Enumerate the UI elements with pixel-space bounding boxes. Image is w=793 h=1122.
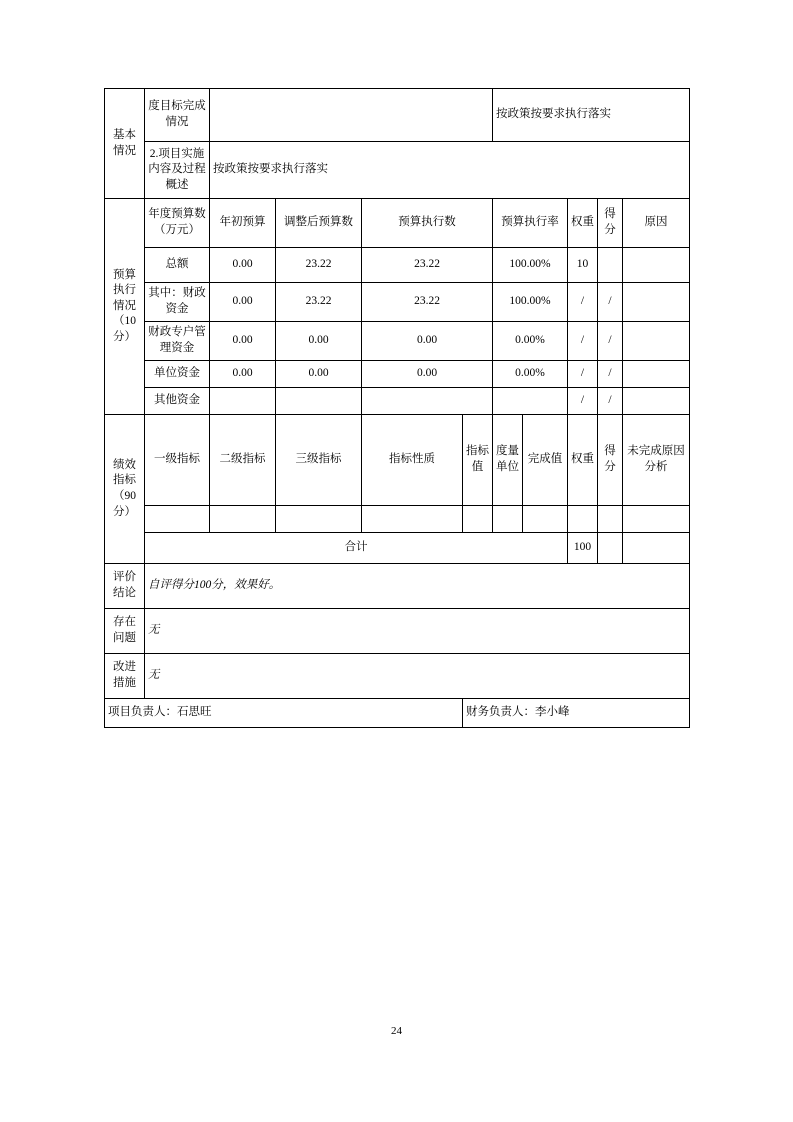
budget-rate-1: 100.00%	[493, 283, 568, 322]
measures-label: 改进措施	[105, 654, 145, 699]
problems-label: 存在问题	[105, 609, 145, 654]
budget-header-executed: 预算执行数	[362, 199, 493, 248]
perf-cell-level1	[145, 506, 210, 533]
table-row-measures	[105, 654, 690, 699]
perf-header-score: 得分	[598, 415, 623, 506]
budget-weight-0: 10	[568, 248, 598, 283]
perf-cell-level3	[276, 506, 362, 533]
budget-executed-1: 23.22	[362, 283, 493, 322]
conclusion-label: 评价结论	[105, 564, 145, 609]
table-row-budget-other-funds	[105, 388, 690, 415]
budget-weight-3: /	[568, 361, 598, 388]
table-row-budget-fiscal	[105, 283, 690, 322]
budget-weight-1: /	[568, 283, 598, 322]
budget-adjusted-4	[276, 388, 362, 415]
perf-total-weight: 100	[568, 533, 598, 564]
table-row-goal-completion	[105, 89, 690, 142]
perf-cell-unit	[493, 506, 523, 533]
budget-reason-3	[623, 361, 690, 388]
perf-cell-level2	[210, 506, 276, 533]
measures-value: 无	[145, 654, 690, 699]
goal-completion-blank	[210, 89, 493, 142]
budget-initial-1: 0.00	[210, 283, 276, 322]
perf-cell-score	[598, 506, 623, 533]
budget-rate-3: 0.00%	[493, 361, 568, 388]
perf-cell-completed	[523, 506, 568, 533]
budget-header-reason: 原因	[623, 199, 690, 248]
budget-initial-0: 0.00	[210, 248, 276, 283]
budget-executed-3: 0.00	[362, 361, 493, 388]
perf-header-level3: 三级指标	[276, 415, 362, 506]
perf-cell-value	[463, 506, 493, 533]
budget-initial-2: 0.00	[210, 322, 276, 361]
budget-weight-4: /	[568, 388, 598, 415]
perf-header-value: 指标值	[463, 415, 493, 506]
budget-row-name-2: 财政专户管理资金	[145, 322, 210, 361]
budget-rate-4	[493, 388, 568, 415]
page-number: 24	[391, 1025, 402, 1037]
budget-header-initial: 年初预算	[210, 199, 276, 248]
performance-section-label: 绩效指标（90分）	[105, 415, 145, 564]
budget-executed-0: 23.22	[362, 248, 493, 283]
budget-executed-2: 0.00	[362, 322, 493, 361]
perf-header-level1: 一级指标	[145, 415, 210, 506]
budget-score-4: /	[598, 388, 623, 415]
perf-header-level2: 二级指标	[210, 415, 276, 506]
perf-cell-analysis	[623, 506, 690, 533]
budget-score-0	[598, 248, 623, 283]
table-row-problems	[105, 609, 690, 654]
perf-cell-weight	[568, 506, 598, 533]
evaluation-form	[104, 88, 689, 728]
perf-total-score	[598, 533, 623, 564]
finance-leader-signature: 财务负责人：李小峰	[463, 699, 690, 728]
budget-header-year: 年度预算数（万元）	[145, 199, 210, 248]
budget-reason-4	[623, 388, 690, 415]
budget-score-3: /	[598, 361, 623, 388]
perf-header-analysis: 未完成原因分析	[623, 415, 690, 506]
budget-row-name-4: 其他资金	[145, 388, 210, 415]
budget-adjusted-0: 23.22	[276, 248, 362, 283]
perf-total-analysis	[623, 533, 690, 564]
budget-header-weight: 权重	[568, 199, 598, 248]
budget-executed-4	[362, 388, 493, 415]
budget-header-score: 得分	[598, 199, 623, 248]
project-leader-signature: 项目负责人：石思旺	[105, 699, 463, 728]
perf-header-nature: 指标性质	[362, 415, 463, 506]
budget-score-1: /	[598, 283, 623, 322]
goal-completion-label: 度目标完成情况	[145, 89, 210, 142]
perf-header-unit: 度量单位	[493, 415, 523, 506]
project-content-value: 按政策按要求执行落实	[210, 142, 690, 199]
budget-section-label: 预算执行情况（10分）	[105, 199, 145, 415]
budget-header-adjusted: 调整后预算数	[276, 199, 362, 248]
conclusion-value: 自评得分100分，效果好。	[145, 564, 690, 609]
basic-situation-label: 基本情况	[105, 89, 145, 199]
goal-completion-value: 按政策按要求执行落实	[493, 89, 690, 142]
budget-initial-4	[210, 388, 276, 415]
budget-row-name-0: 总额	[145, 248, 210, 283]
budget-rate-0: 100.00%	[493, 248, 568, 283]
budget-rate-2: 0.00%	[493, 322, 568, 361]
table-row-performance-total	[105, 533, 690, 564]
budget-reason-1	[623, 283, 690, 322]
project-content-label: 2.项目实施内容及过程概述	[145, 142, 210, 199]
table-row-budget-special-account	[105, 322, 690, 361]
table-row-signatures	[105, 699, 690, 728]
perf-header-weight: 权重	[568, 415, 598, 506]
budget-header-rate: 预算执行率	[493, 199, 568, 248]
evaluation-table	[104, 88, 690, 728]
table-row-performance-header	[105, 415, 690, 506]
table-row-budget-header	[105, 199, 690, 248]
budget-reason-0	[623, 248, 690, 283]
perf-cell-nature	[362, 506, 463, 533]
budget-weight-2: /	[568, 322, 598, 361]
budget-score-2: /	[598, 322, 623, 361]
perf-header-completed: 完成值	[523, 415, 568, 506]
table-row-project-content	[105, 142, 690, 199]
perf-total-label: 合计	[145, 533, 568, 564]
table-row-budget-unit-funds	[105, 361, 690, 388]
budget-adjusted-3: 0.00	[276, 361, 362, 388]
budget-row-name-3: 单位资金	[145, 361, 210, 388]
problems-value: 无	[145, 609, 690, 654]
table-row-budget-total	[105, 248, 690, 283]
budget-initial-3: 0.00	[210, 361, 276, 388]
budget-adjusted-2: 0.00	[276, 322, 362, 361]
table-row-performance-empty	[105, 506, 690, 533]
budget-reason-2	[623, 322, 690, 361]
table-row-conclusion	[105, 564, 690, 609]
budget-row-name-1: 其中：财政资金	[145, 283, 210, 322]
budget-adjusted-1: 23.22	[276, 283, 362, 322]
